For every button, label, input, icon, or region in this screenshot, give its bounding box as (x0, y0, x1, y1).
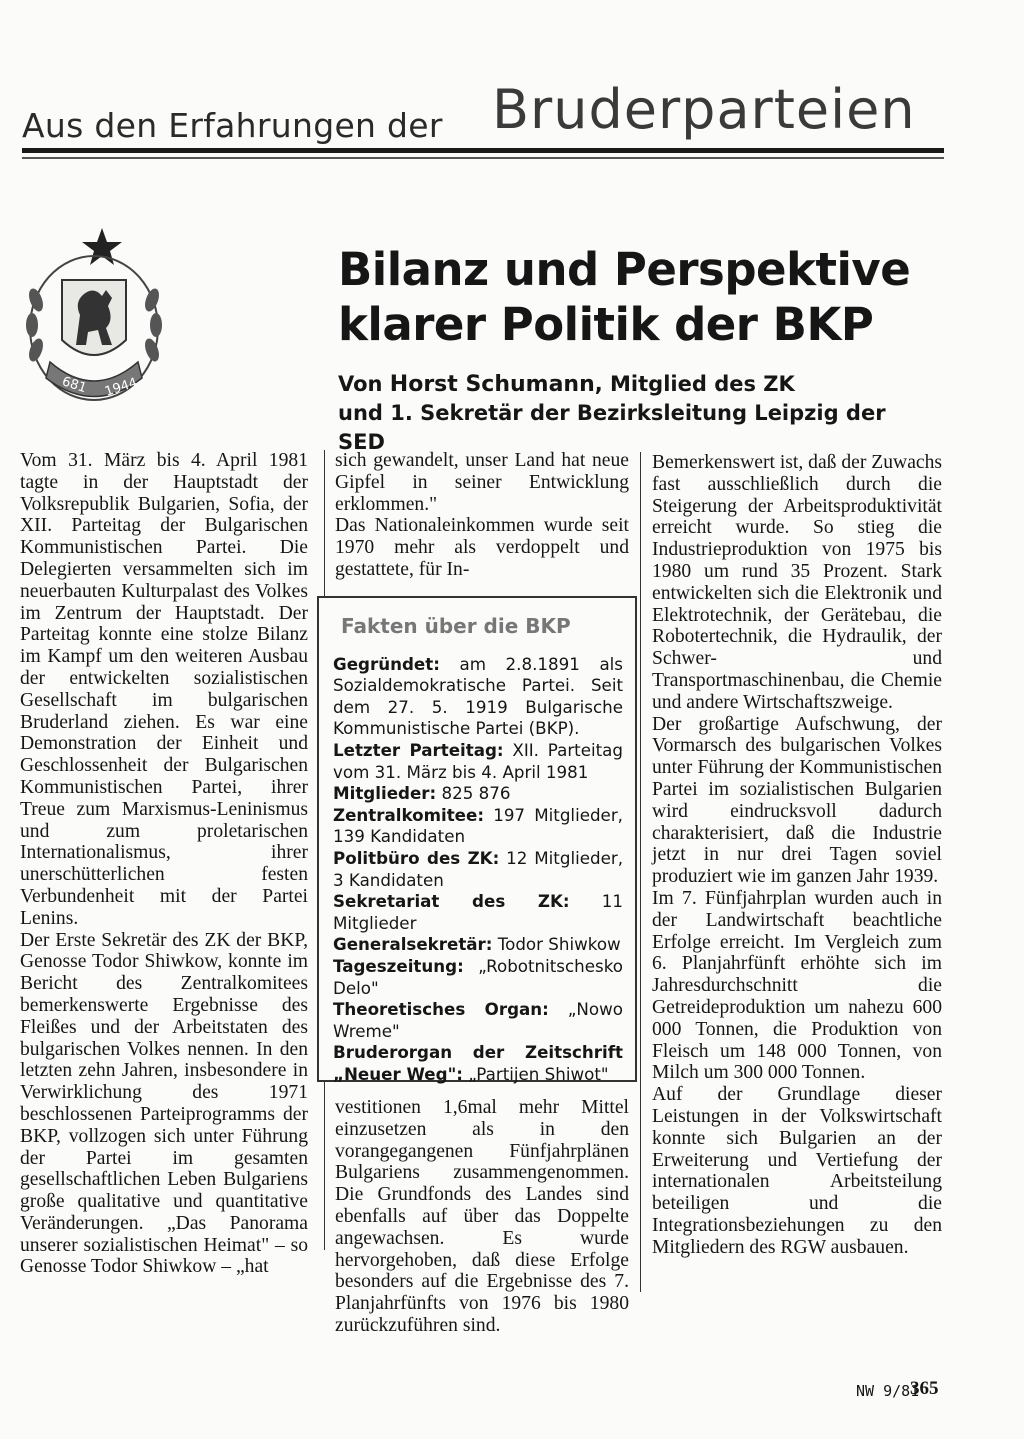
page-number: 365 (910, 1378, 939, 1399)
fact-item-central-committee: Zentralkomitee: 197 Mitglieder, 139 Kandidaten (333, 804, 623, 847)
paragraph: Der großartige Aufschwung, der Vormarsch des bulgarischen Volkes unter Führung der Kommunistischen Partei im sozialistischen Bulgarien wird eindrucksvoll dadurch charakterisiert, daß die Industrie jetzt in nur drei Tagen soviel produziert wie im ganzen Jahr 1939. (652, 713, 942, 888)
header-rule (22, 148, 944, 153)
header-rule-thin (22, 157, 944, 159)
fact-item-members: Mitglieder: 825 876 (333, 783, 511, 804)
article-title-line1: Bilanz und Perspektive (338, 243, 911, 296)
bulgarian-emblem-icon (14, 210, 174, 415)
fact-box-title: Fakten über die BKP (341, 614, 571, 638)
fact-item-theoretical-organ: Theoretisches Organ: „Nowo Wreme" (333, 999, 623, 1041)
column-2-top (335, 450, 629, 581)
column-1 (20, 450, 308, 1278)
paragraph: Im 7. Fünfjahrplan wurden auch in der Landwirtschaft beachtliche Erfolge erreicht. Im Vergleich zum 6. Planjahrfünft erhöhte sich im Jahresdurchschnitt die Getreideproduktion um nahezu 600 000 Tonnen, die Produktion von Fleisch um 148 000 Tonnen, von Milch um 300 000 Tonnen. (652, 887, 942, 1084)
fact-box-body (333, 654, 623, 1086)
fact-item-politburo: Politbüro des ZK: 12 Mitglieder, 3 Kandidaten (333, 847, 624, 890)
byline-prefix: Von (338, 372, 390, 396)
fact-item-founded: Gegründet: am 2.8.1891 als Sozialdemokratische Partei. Seit dem 27. 5. 1919 Bulgarische Kommunistische Partei (BKP). (333, 653, 623, 739)
byline-role1: , Mitglied des ZK (594, 372, 795, 396)
fact-item-daily-newspaper: Tageszeitung: „Robotnitschesko Delo" (333, 955, 623, 998)
fact-item-last-congress: Letzter Parteitag: XII. Parteitag vom 31. März bis 4. April 1981 (333, 739, 623, 782)
column-2-bottom (335, 1097, 629, 1337)
paragraph: Vom 31. März bis 4. April 1981 tagte in der Hauptstadt der Volksrepublik Bulgarien, Sofia, der XII. Parteitag der Bulgarischen Kommunistischen Partei. Die Delegierten versammelten sich im neuerbauten Kulturpalast des Volkes im Zentrum der Hauptstadt. Der Parteitag konnte eine stolze Bilanz im Kampf um den weiteren Ausbau der entwickelten sozialistischen Gesellschaft im bulgarischen Bruderland ziehen. Es war eine Demonstration der Einheit und Geschlossenheit der Bulgarischen Kommunistischen Partei, ihrer Treue zum Marxismus-Leninismus und zum proletarischen Internationalismus, ihrer unerschütterlichen festen Verbundenheit mit der Partei Lenins. (20, 450, 308, 929)
column-3 (652, 452, 942, 1258)
paragraph: Das Nationaleinkommen wurde seit 1970 mehr als verdoppelt und gestattete, für In- (335, 515, 629, 580)
column-divider (640, 452, 641, 1292)
article-title-line2: klarer Politik der BKP (338, 298, 874, 351)
issue-number: NW 9/81 (856, 1382, 920, 1400)
byline-role2: und 1. Sekretär der Bezirksleitung Leipzig der SED (338, 401, 886, 454)
section-prefix: Aus den Erfahrungen der (22, 106, 443, 145)
section-header (22, 78, 942, 148)
paragraph: vestitionen 1,6mal mehr Mittel einzusetzen als in den vorangegangenen Fünfjahrplänen Bulgariens zusammengenommen. Die Grundfonds des Landes sind ebenfalls auf über das Doppelte angewachsen. Es wurde hervorgehoben, daß diese Erfolge besonders auf die Ergebnisse des 7. Planjahrfünfts von 1976 bis 1980 zurückzuführen sind. (335, 1097, 629, 1336)
paragraph: Auf der Grundlage dieser Leistungen in der Volkswirtschaft konnte sich Bulgarien an der Erweiterung und Vertiefung der internationalen Arbeitsteilung beteiligen und die Integrationsbeziehungen zu den Mitgliedern des RGW ausbauen. (652, 1084, 942, 1258)
paragraph: Bemerkenswert ist, daß der Zuwachs fast ausschließlich durch die Steigerung der Arbeitsproduktivität erreicht wurde. So stieg die Industrieproduktion von 1975 bis 1980 um rund 35 Prozent. Stark entwickelten sich die Elektronik und Elektrotechnik, der Gerätebau, die Robotertechnik, die Hydraulik, der Schwer- und Transportmaschinenbau, die Chemie und andere Wirtschaftszweige. (652, 452, 943, 713)
section-title: Bruderparteien (492, 78, 916, 141)
byline (338, 370, 938, 457)
emblem-year-right: 1944 (103, 375, 140, 400)
fact-item-general-secretary: Generalsekretär: Todor Shiwkow (333, 934, 621, 955)
fact-box (317, 596, 637, 1082)
paragraph: sich gewandelt, unser Land hat neue Gipfel in seiner Entwicklung erklommen." (335, 450, 629, 515)
emblem-year-left: 681 (60, 374, 89, 397)
fact-item-fraternal-organ: Bruderorgan der Zeitschrift „Neuer Weg": „Partijen Shiwot" (333, 1042, 623, 1084)
fact-item-secretariat: Sekretariat des ZK: 11 Mitglieder (333, 891, 623, 933)
paragraph: Der Erste Sekretär des ZK der BKP, Genosse Todor Shiwkow, konnte im Bericht des Zentralkomitees bemerkenswerte Ergebnisse des Fleißes und der Arbeitstaten des bulgarischen Volkes nennen. In den letzten zehn Jahren, insbesondere in Verwirklichung des 1971 beschlossenen Parteiprogramms der BKP, vollzogen sich unter Führung der Partei im gesamten gesellschaftlichen Leben Bulgariens große qualitative und quantitative Veränderungen. „Das Panorama unserer sozialistischen Heimat" – so Genosse Todor Shiwkow – „hat (20, 929, 308, 1278)
author-name: Horst Schumann (389, 372, 595, 397)
article-title (338, 242, 918, 352)
